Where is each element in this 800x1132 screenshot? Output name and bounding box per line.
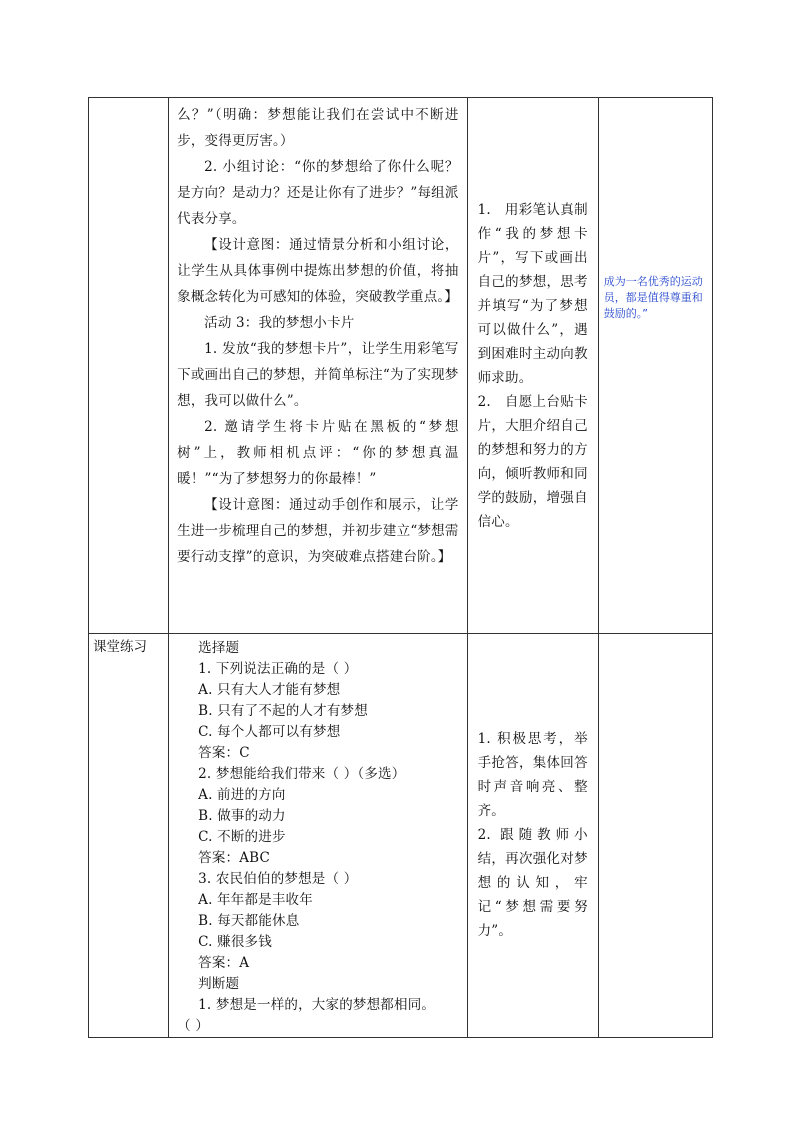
activity-paragraph: 1. 发放“我的梦想卡片”，让学生用彩笔写下或画出自己的梦想，并简单标注“为了实现梦想，我可以做什么”。 (177, 341, 459, 409)
practice-label-cell (89, 634, 169, 1038)
section-label: 课堂练习 (93, 639, 147, 655)
exercise-line: 答案：C (198, 745, 250, 761)
exercise-line: B. 只有了不起的人才有梦想 (198, 703, 368, 719)
exercise-line: 1. 梦想是一样的，大家的梦想都相同。 (198, 997, 436, 1013)
table-row-activities (89, 98, 713, 634)
exercise-line: A. 只有大人才能有梦想 (198, 682, 341, 698)
blue-note: 成为一名优秀的运动员，都是值得尊重和鼓励的。” (603, 275, 703, 320)
design-intent-paragraph: 【设计意图：通过动手创作和展示，让学生进一步梳理自己的梦想，并初步建立“梦想需要行动支撑”的意识，为突破难点搭建台阶。】 (177, 497, 459, 565)
exercise-line: 3. 农民伯伯的梦想是（ ） (198, 871, 358, 887)
exercise-line: 1. 下列说法正确的是（ ） (198, 661, 358, 677)
exercise-line: B. 做事的动力 (198, 808, 286, 824)
exercise-line: 选择题 (198, 640, 240, 656)
design-intent-paragraph: 【设计意图：通过情景分析和小组讨论，让学生从具体事例中提炼出梦想的价值，将抽象概念转化为可感知的体验，突破教学重点。】 (177, 237, 459, 305)
exercise-line: 答案：A (198, 955, 250, 971)
note-cell (598, 98, 712, 634)
practice-exercise-cell (169, 634, 467, 1038)
exercise-line: C. 每个人都可以有梦想 (198, 724, 341, 740)
student-activity-item: 1. 用彩笔认真制作“我的梦想卡片”，写下或画出自己的梦想，思考并填写“为了梦想可以做什么”，遇到困难时主动向教师求助。 (477, 201, 588, 386)
practice-student-cell (467, 634, 598, 1038)
exercise-answer-blank: （ ） (177, 1018, 210, 1034)
table-row-practice (89, 634, 713, 1038)
exercise-line: A. 前进的方向 (198, 787, 286, 803)
student-activity-cell (467, 98, 598, 634)
exercise-line: 答案：ABC (198, 850, 271, 866)
exercise-line: C. 不断的进步 (198, 829, 286, 845)
lesson-plan-table (88, 97, 713, 1038)
activity-paragraph: 2. 邀请学生将卡片贴在黑板的“梦想树”上，教师相机点评：“你的梦想真温暖！”“为了梦想努力的你最棒！” (177, 419, 459, 487)
student-activity-item: 2. 自愿上台贴卡片，大胆介绍自己的梦想和努力的方向，倾听教师和同学的鼓励，增强自信心。 (477, 393, 588, 530)
exercise-line: C. 赚很多钱 (198, 934, 272, 950)
exercise-line: A. 年年都是丰收年 (198, 892, 313, 908)
student-activity-item: 1. 积极思考，举手抢答，集体回答时声音响亮、整齐。 (477, 731, 588, 819)
exercise-line: B. 每天都能休息 (198, 913, 300, 929)
exercise-line: 判断题 (198, 976, 240, 992)
student-activity-item: 2. 跟随教师小结，再次强化对梦想的认知，牢记“梦想需要努力”。 (477, 827, 588, 939)
activity-paragraph: 2. 小组讨论：“你的梦想给了你什么呢？是方向？是动力？还是让你有了进步？”每组派代表分享。 (177, 159, 459, 227)
activity-heading: 活动 3：我的梦想小卡片 (204, 315, 355, 331)
practice-note-cell (598, 634, 712, 1038)
exercise-line: 2. 梦想能给我们带来（ ）（多选） (198, 766, 406, 782)
row1-label-cell (89, 98, 169, 634)
teacher-activity-cell (169, 98, 467, 634)
activity-paragraph: 么？”（明确：梦想能让我们在尝试中不断进步，变得更厉害。） (177, 107, 459, 149)
